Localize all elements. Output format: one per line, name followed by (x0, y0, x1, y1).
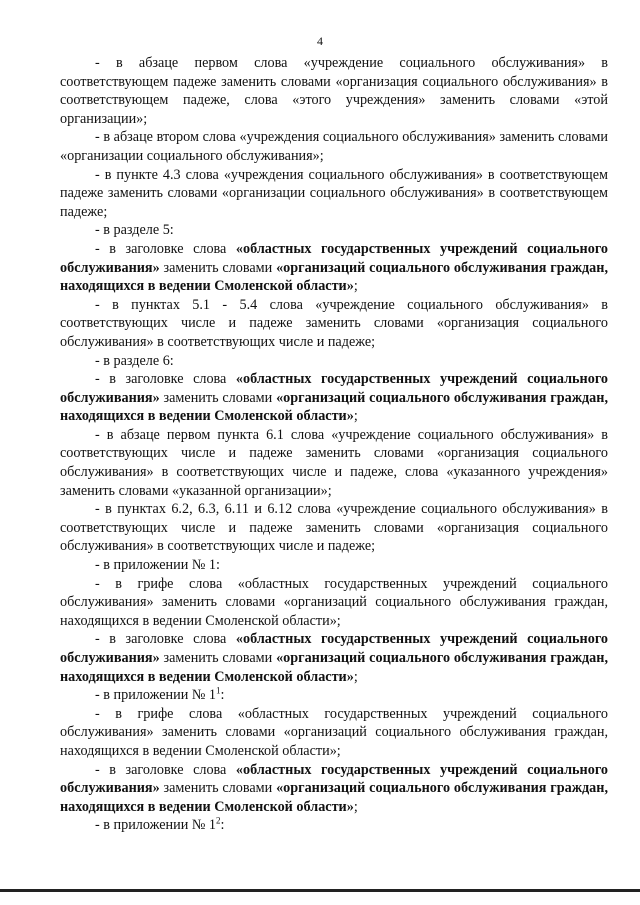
text-run: - в грифе слова «областных государственных учреждений социального обслуживания» заменить словами «организаций социального обслуживания граждан, находящихся в ведении Смоленской области»; (60, 575, 608, 629)
text-run: - в абзаце первом пункта 6.1 слова «учреждение социального обслуживания» в соответствующих числе и падеже заменить словами «организация социального обслуживания» в соответствующих числе и падеже, слова «указанного учреждения» заменить словами «указанной организации»; (60, 426, 608, 499)
superscript: 1 (216, 685, 221, 696)
paragraph (60, 166, 608, 222)
paragraph (60, 221, 608, 240)
paragraph (60, 575, 608, 631)
text-run: - в приложении № 1 (95, 817, 217, 834)
document-body (60, 54, 608, 835)
bold-run: «организаций социального обслуживания граждан, находящихся в ведении Смоленской области» (60, 650, 608, 685)
superscript: 2 (216, 815, 221, 826)
text-run: ; (353, 668, 358, 685)
text-run: заменить словами (159, 780, 277, 797)
text-run: - в приложении № 1: (95, 557, 220, 574)
paragraph (60, 370, 608, 426)
bold-run: «областных государственных учреждений социального обслуживания» (60, 761, 608, 797)
bold-run: «областных государственных учреждений социального обслуживания» (60, 371, 608, 406)
paragraph (60, 128, 608, 165)
paragraph (60, 500, 608, 556)
text-run: ; (353, 278, 358, 295)
bold-run: «областных государственных учреждений социального обслуживания» (60, 240, 608, 276)
paragraph (60, 686, 608, 705)
text-run: - в заголовке слова (95, 240, 236, 257)
paragraph (60, 54, 608, 128)
text-run: - в разделе 5: (95, 222, 174, 239)
bottom-rule (0, 889, 640, 892)
page-number: 4 (317, 34, 323, 48)
text-run: заменить словами (159, 650, 277, 666)
paragraph (60, 816, 608, 835)
paragraph (60, 352, 608, 371)
paragraph (60, 556, 608, 575)
text-run: - в заголовке слова (95, 761, 236, 778)
paragraph (60, 761, 608, 817)
text-run: - в пунктах 6.2, 6.3, 6.11 и 6.12 слова «учреждение социального обслуживания» в соответствующих числе и падеже заменить словами «организация социального обслуживания» в соответствующих числе и падеже; (60, 501, 608, 555)
text-run: - в приложении № 1 (95, 687, 217, 704)
bold-run: «областных государственных учреждений социального обслуживания» (60, 631, 608, 666)
text-run: ; (353, 798, 358, 815)
text-run: заменить словами (159, 389, 277, 406)
text-run: : (220, 687, 225, 704)
text-run: ; (353, 408, 358, 425)
bold-run: «организаций социального обслуживания граждан, находящихся в ведении Смоленской области» (60, 389, 608, 425)
text-run: заменить словами (159, 259, 277, 276)
text-run: - в абзаце первом слова «учреждение социального обслуживания» в соответствующем падеже заменить словами «организация социального обслуживания» в соответствующем падеже, слова «этого учреждения» заменить словами «этой организации»; (60, 55, 608, 127)
text-run: - в грифе слова «областных государственных учреждений социального обслуживания» заменить словами «организаций социального обслуживания граждан, находящихся в ведении Смоленской области»; (60, 705, 608, 759)
paragraph (60, 240, 608, 296)
paragraph (60, 630, 608, 686)
bold-run: «организаций социального обслуживания граждан, находящихся в ведении Смоленской области» (60, 259, 608, 295)
text-run: - в пунктах 5.1 - 5.4 слова «учреждение социального обслуживания» в соответствующих числе и падеже заменить словами «организация социального обслуживания» в соответствующих числе и падеже; (60, 296, 608, 350)
text-run: - в разделе 6: (95, 352, 174, 369)
text-run: - в заголовке слова (95, 631, 236, 648)
bold-run: «организаций социального обслуживания граждан, находящихся в ведении Смоленской области» (60, 780, 608, 815)
paragraph (60, 426, 608, 500)
text-run: - в заголовке слова (95, 371, 236, 388)
text-run: - в пункте 4.3 слова «учреждения социального обслуживания» в соответствующем падеже заменить словами «организации социального обслуживания» в соответствующем падеже; (60, 166, 608, 220)
text-run: : (220, 817, 225, 834)
paragraph (60, 705, 608, 761)
paragraph (60, 296, 608, 352)
text-run: - в абзаце втором слова «учреждения социального обслуживания» заменить словами «организации социального обслуживания»; (60, 129, 608, 164)
